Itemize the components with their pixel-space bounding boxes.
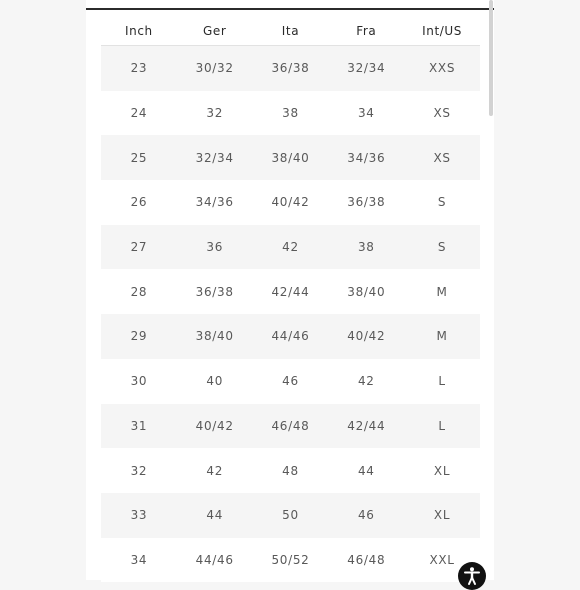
cell-int-us: XXS	[429, 61, 456, 76]
cell-ita: 38/40	[271, 150, 310, 165]
cell-int-us: XL	[433, 508, 451, 523]
column-header-fra: Fra	[356, 23, 377, 38]
cell-fra: 34/36	[347, 150, 386, 165]
cell-int-us: XS	[433, 106, 451, 121]
table-row	[101, 314, 480, 359]
cell-fra: 36/38	[347, 195, 386, 210]
cell-inch: 30	[130, 374, 148, 389]
cell-ita: 40/42	[271, 195, 310, 210]
cell-int-us: L	[438, 374, 446, 389]
cell-ita: 42/44	[271, 284, 310, 299]
table-row	[101, 448, 480, 493]
cell-int-us: M	[436, 284, 448, 299]
cell-fra: 40/42	[347, 329, 386, 344]
cell-fra: 46/48	[347, 552, 386, 567]
cell-fra: 32/34	[347, 61, 386, 76]
column-header-int-us: Int/US	[422, 23, 463, 38]
cell-ger: 30/32	[195, 61, 234, 76]
table-row	[101, 135, 480, 180]
cell-ger: 36	[206, 240, 224, 255]
cell-ita: 50	[282, 508, 299, 523]
cell-inch: 27	[130, 240, 148, 255]
cell-inch: 23	[130, 61, 148, 76]
cell-ita: 48	[282, 463, 299, 478]
cell-inch: 25	[130, 150, 148, 165]
table-header	[101, 16, 480, 46]
cell-int-us: S	[437, 195, 447, 210]
cell-ger: 40	[206, 374, 224, 389]
cell-inch: 33	[130, 508, 148, 523]
size-chart-table	[101, 16, 480, 582]
cell-inch: 28	[130, 284, 148, 299]
cell-ger: 44/46	[195, 552, 234, 567]
table-row	[101, 91, 480, 136]
cell-inch: 29	[130, 329, 148, 344]
cell-ger: 40/42	[195, 418, 234, 433]
cell-fra: 42	[357, 374, 375, 389]
cell-int-us: L	[438, 418, 446, 433]
column-header-inch: Inch	[125, 23, 153, 38]
cell-fra: 46	[357, 508, 375, 523]
cell-int-us: XL	[433, 463, 451, 478]
table-body	[101, 46, 480, 582]
cell-int-us: M	[436, 329, 448, 344]
cell-ger: 44	[206, 508, 224, 523]
cell-ger: 32	[206, 106, 224, 121]
cell-inch: 31	[130, 418, 148, 433]
cell-fra: 38	[357, 240, 375, 255]
cell-fra: 38/40	[347, 284, 386, 299]
cell-fra: 44	[357, 463, 375, 478]
cell-ger: 42	[206, 463, 224, 478]
table-row	[101, 404, 480, 449]
cell-int-us: XS	[433, 150, 451, 165]
cell-ita: 36/38	[271, 61, 310, 76]
scrollbar-thumb[interactable]	[489, 0, 493, 116]
table-row	[101, 46, 480, 91]
table-row	[101, 493, 480, 538]
cell-inch: 32	[130, 463, 148, 478]
cell-ger: 36/38	[195, 284, 234, 299]
cell-inch: 26	[130, 195, 148, 210]
cell-ita: 46/48	[271, 418, 310, 433]
table-row	[101, 359, 480, 404]
cell-ger: 32/34	[195, 150, 234, 165]
cell-inch: 34	[130, 552, 148, 567]
accessibility-icon	[462, 566, 482, 586]
table-row	[101, 538, 480, 583]
column-header-ger: Ger	[202, 23, 227, 38]
cell-fra: 42/44	[347, 418, 386, 433]
cell-ita: 44/46	[271, 329, 310, 344]
cell-ger: 34/36	[195, 195, 234, 210]
cell-ger: 38/40	[195, 329, 234, 344]
table-row	[101, 269, 480, 314]
cell-ita: 50/52	[271, 552, 310, 567]
table-row	[101, 180, 480, 225]
cell-ita: 46	[282, 374, 299, 389]
accessibility-button[interactable]	[458, 562, 486, 590]
cell-ita: 42	[282, 240, 299, 255]
cell-int-us: S	[437, 240, 447, 255]
cell-inch: 24	[130, 106, 148, 121]
table-row	[101, 225, 480, 270]
cell-ita: 38	[282, 106, 299, 121]
cell-int-us: XXL	[429, 552, 455, 567]
top-divider	[86, 8, 494, 10]
cell-fra: 34	[357, 106, 375, 121]
column-header-ita: Ita	[281, 23, 300, 38]
